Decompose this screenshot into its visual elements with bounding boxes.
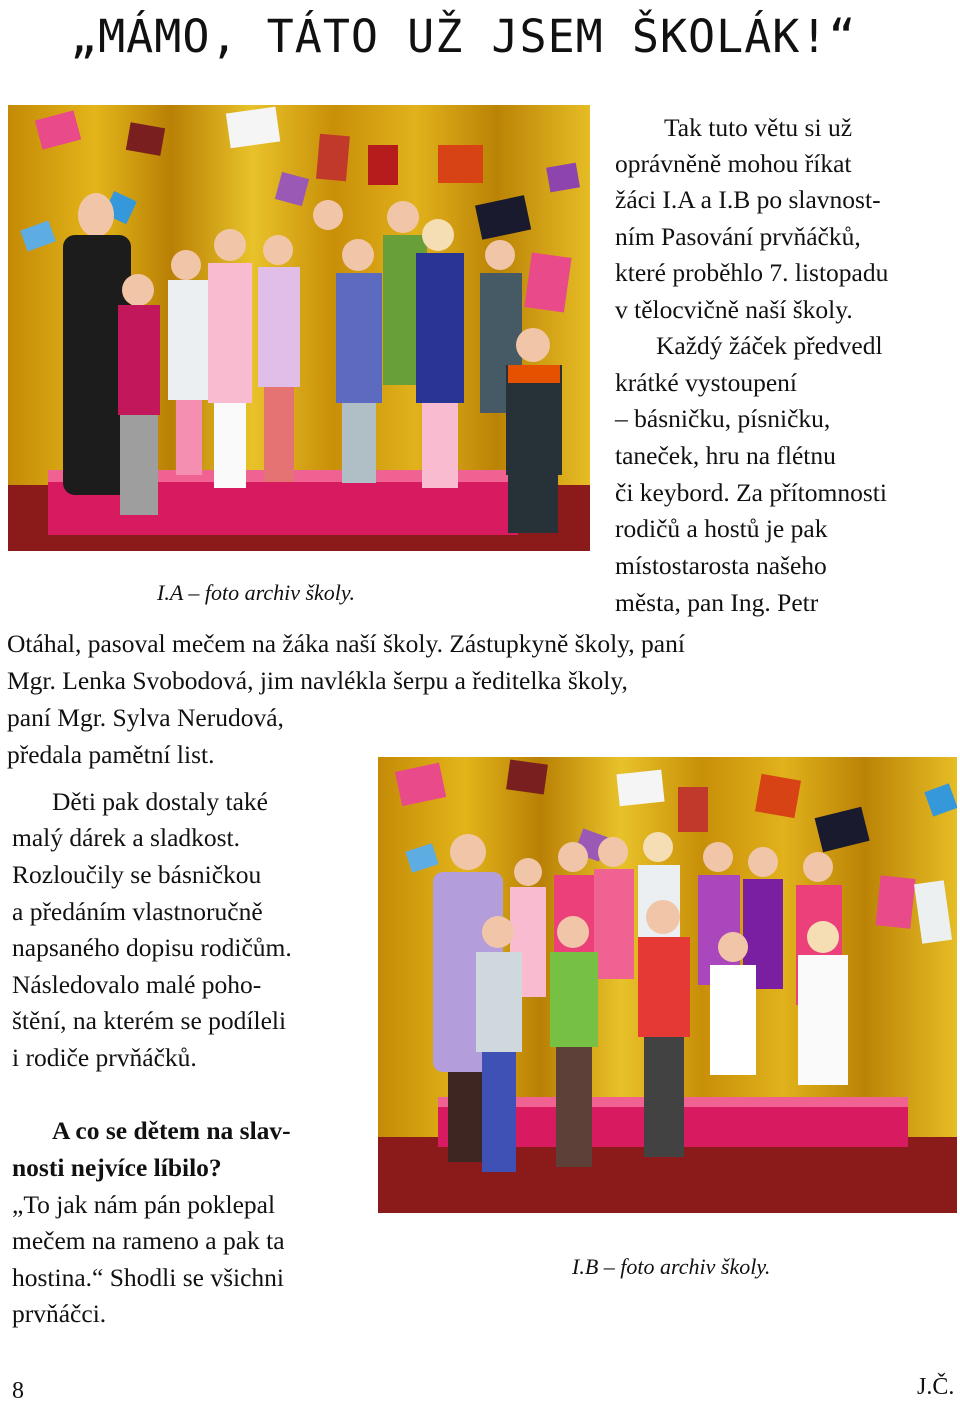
answer-line: prvňáčci. [12,1299,107,1328]
text-line: rodičů a hostů je pak [615,514,828,543]
text-line: taneček, hru na flétnu [615,441,836,470]
text-line: předala pamětní list. [7,740,215,769]
text-line: místostarosta našeho [615,551,827,580]
text-line: – básničku, písničku, [615,404,831,433]
text-line: Děti pak dostaly také [52,787,268,816]
page-title: „MÁMO, TÁTO UŽ JSEM ŠKOLÁK!“ [70,10,857,63]
text-line: malý dárek a sladkost. [12,823,241,852]
text-line: štění, na kterém se podíleli [12,1006,287,1035]
text-line: které proběhlo 7. listopadu [615,258,889,287]
question-line: A co se dětem na slav- [52,1116,291,1145]
question-line: nosti nejvíce líbilo? [12,1153,222,1182]
text-line: žáci I.A a I.B po slavnost- [615,185,881,214]
answer-line: hostina.“ Shodli se všichni [12,1263,284,1292]
text-line: Rozloučily se básničkou [12,860,262,889]
text-line: Mgr. Lenka Svobodová, jim navlékla šerpu a ředitelka školy, [7,666,628,695]
photo-b-caption: I.B – foto archiv školy. [572,1254,771,1279]
text-line: Tak tuto větu si už [664,113,853,142]
text-line: v tělocvičně naší školy. [615,295,853,324]
text-line: paní Mgr. Sylva Nerudová, [7,703,284,732]
text-line: města, pan Ing. Petr [615,588,819,617]
text-line: napsaného dopisu rodičům. [12,933,292,962]
text-line: Každý žáček předvedl [656,331,883,360]
answer-line: mečem na rameno a pak ta [12,1226,285,1255]
text-line: i rodiče prvňáčků. [12,1043,197,1072]
text-line: Otáhal, pasoval mečem na žáka naší školy. Zástupkyně školy, paní [7,629,685,658]
text-line: a předáním vlastnoručně [12,897,263,926]
photo-a-caption: I.A – foto archiv školy. [157,580,355,605]
class-ib-photo [378,757,957,1213]
answer-line: „To jak nám pán poklepal [12,1190,276,1219]
page-number: 8 [12,1378,24,1404]
class-ia-photo [8,105,590,551]
text-line: krátké vystoupení [615,368,797,397]
text-line: Následovalo malé poho- [12,970,262,999]
author-initials: J.Č. [917,1374,955,1400]
text-line: oprávněně mohou říkat [615,149,852,178]
text-line: či keybord. Za přítomnosti [615,478,887,507]
text-line: ním Pasování prvňáčků, [615,222,861,251]
